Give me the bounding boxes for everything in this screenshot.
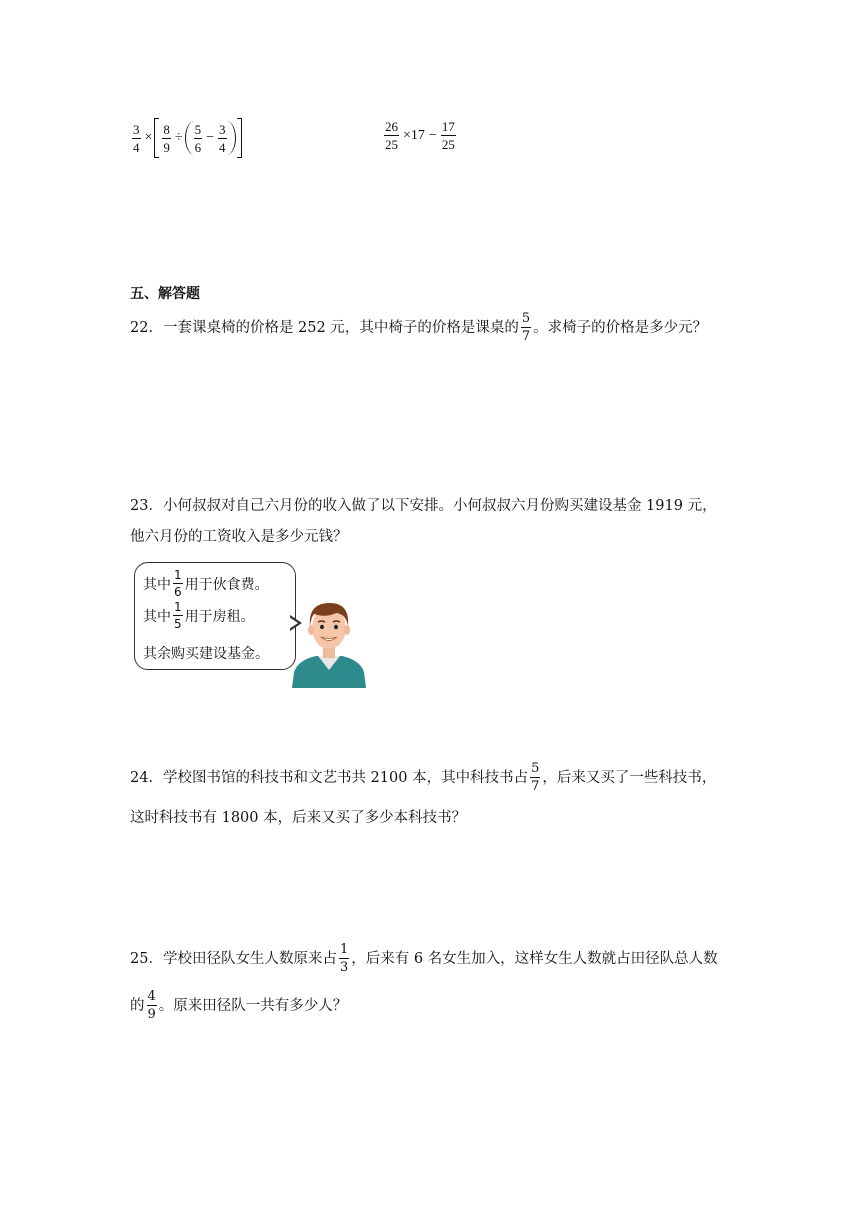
- fraction: $\frac{4}{9}$: [147, 989, 156, 1022]
- fraction: $\frac{26}{25}$: [385, 119, 398, 152]
- fraction: $\frac{5}{7}$: [531, 761, 540, 794]
- question-24-line-1: 24．学校图书馆的科技书和文艺书共 2100 本，其中科技书占 $\frac{5}{7}$ ，后来又买了一些科技书，: [130, 761, 717, 794]
- fraction: $\frac{1}{6}$: [174, 568, 182, 599]
- minus-sign: −: [206, 130, 214, 145]
- minus-sign: −: [428, 127, 437, 143]
- fraction: $\frac{17}{25}$: [441, 119, 455, 152]
- question-23-line-1: 23．小何叔叔对自己六月份的收入做了以下安排。小何叔叔六月份购买建设基金 1919 元，: [130, 498, 717, 514]
- man-avatar-icon: [288, 596, 370, 688]
- parenthesis: [185, 121, 236, 155]
- expression-2: [382, 120, 458, 151]
- speech-bubble: [134, 562, 296, 670]
- question-25-line-2: 的 $\frac{4}{9}$ 。原来田径队一共有多少人？: [130, 989, 348, 1022]
- fraction: $\frac{1}{3}$: [339, 942, 349, 975]
- square-bracket: [154, 118, 241, 158]
- section-heading: 五、解答题: [130, 286, 200, 302]
- question-22: 22．一套课桌椅的价格是 252 元，其中椅子的价格是课桌的 $\frac{5}{7}$ 。求椅子的价格是多少元？: [130, 311, 708, 344]
- bubble-line-2: 其中 $\frac{1}{5}$ 用于房租。: [143, 600, 255, 631]
- bubble-line-1: 其中 $\frac{1}{6}$ 用于伙食费。: [143, 568, 269, 599]
- fraction: $\frac{5}{7}$: [521, 311, 531, 344]
- question-24-line-2: 这时科技书有 1800 本，后来又买了多少本科技书？: [130, 810, 467, 826]
- times-sign: ×: [144, 130, 153, 145]
- fraction: $\frac{8}{9}$: [163, 121, 170, 155]
- times-seventeen: ×17: [403, 127, 425, 143]
- fraction: $\frac{3}{4}$: [133, 121, 140, 155]
- question-23-line-2: 他六月份的工资收入是多少元钱？: [130, 529, 348, 545]
- question-25-line-1: 25．学校田径队女生人数原来占 $\frac{1}{3}$ ，后来有 6 名女生加入，这样女生人数就占田径队总人数: [130, 942, 718, 975]
- bubble-line-3: 其余购买建设基金。: [143, 646, 269, 662]
- expression-1: [130, 118, 242, 158]
- fraction: $\frac{5}{6}$: [194, 121, 202, 155]
- fraction: $\frac{1}{5}$: [174, 600, 182, 631]
- divide-sign: ÷: [174, 130, 183, 145]
- fraction: $\frac{3}{4}$: [219, 121, 226, 155]
